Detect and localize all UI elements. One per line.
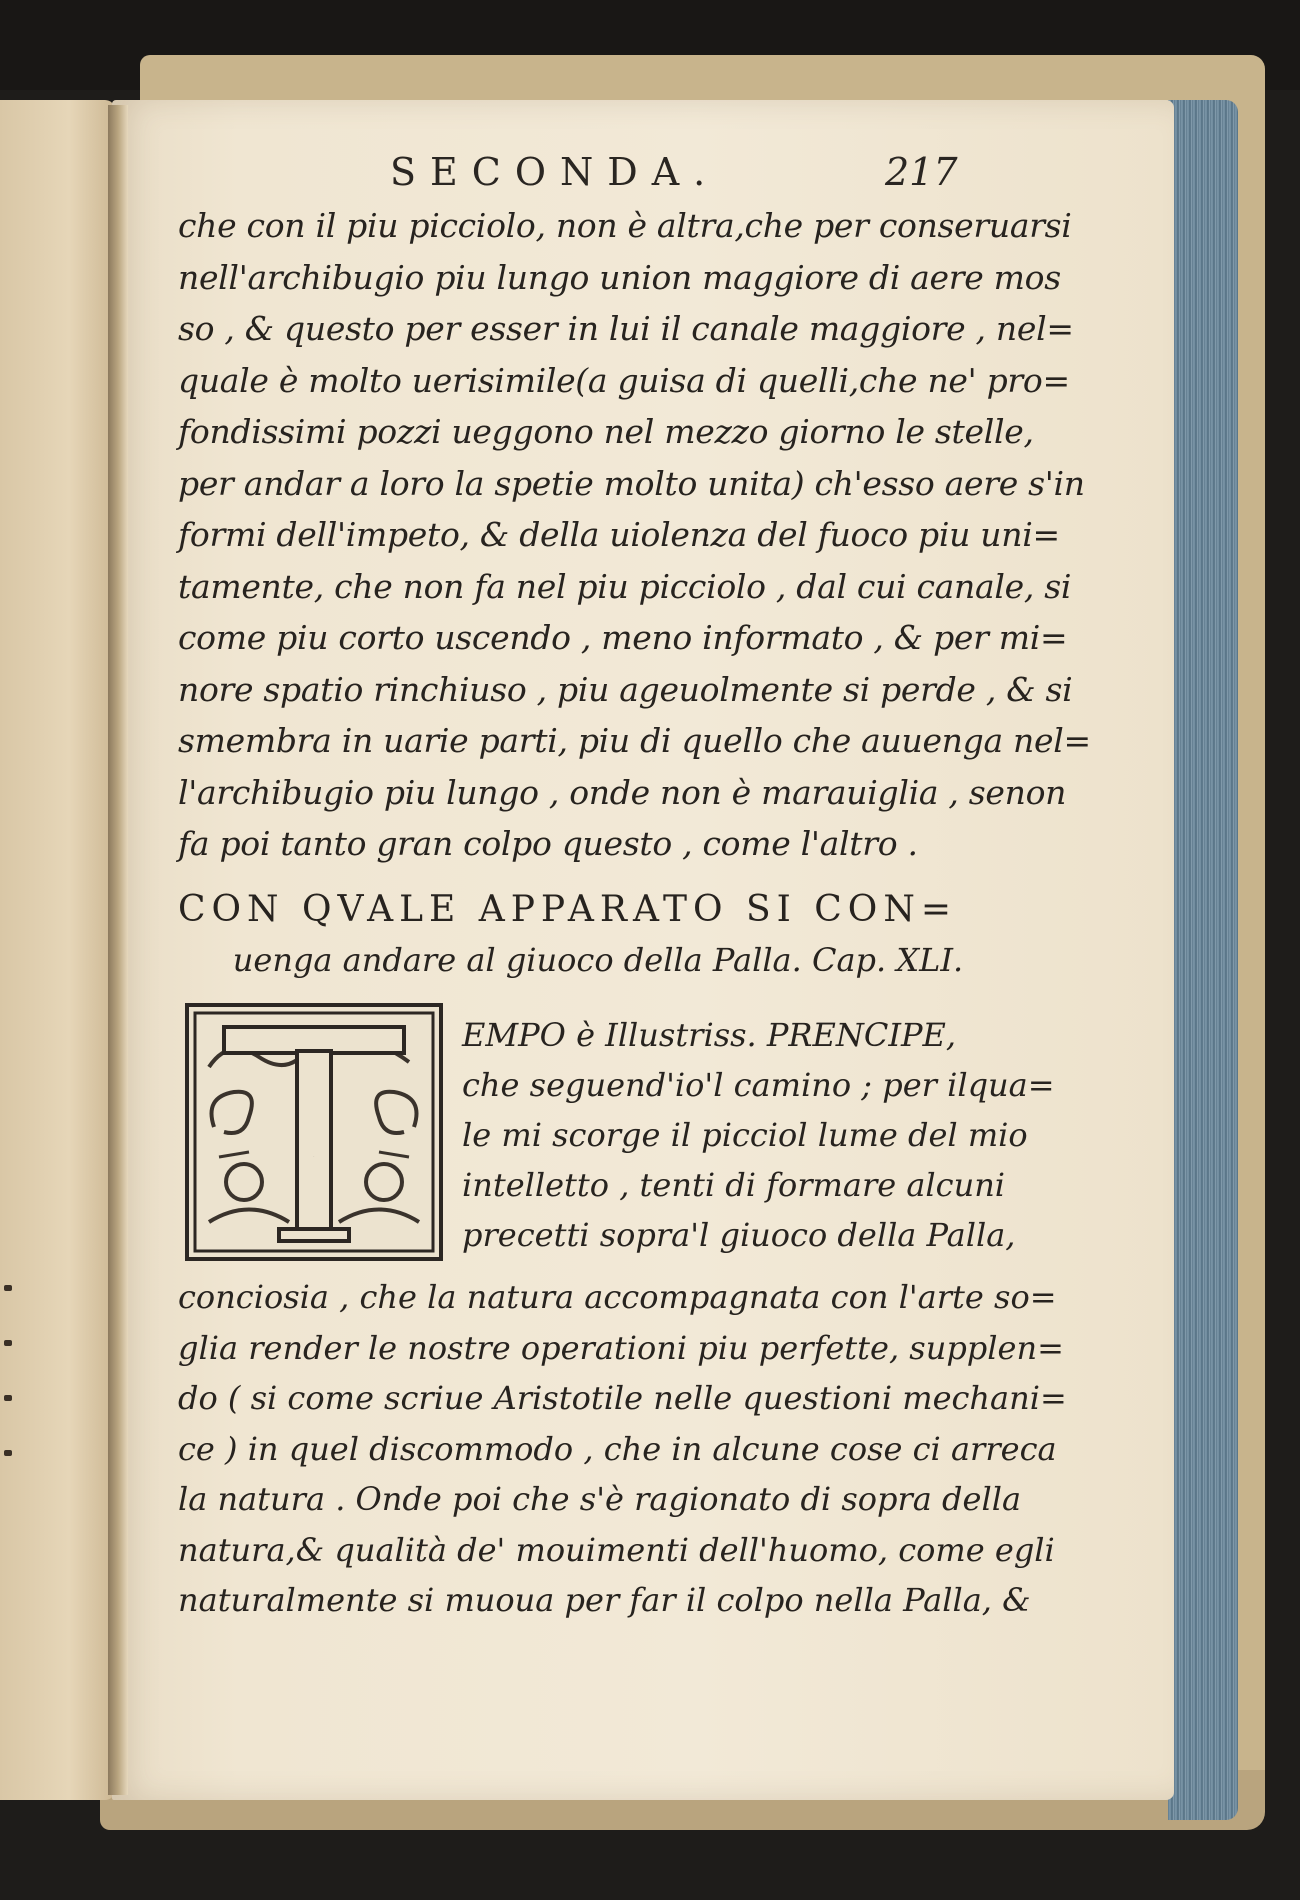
body-text bbox=[178, 200, 1091, 870]
text-line: intelletto , tenti di formare alcuni bbox=[462, 1166, 1006, 1204]
text-line: quale è molto uerisimile(a guisa di quelli,che ne' pro= bbox=[178, 360, 1070, 400]
chapter-heading-line: uenga andare al giuoco della Palla. Cap. XLI. bbox=[232, 941, 964, 979]
running-head bbox=[180, 150, 1010, 200]
text-line: conciosia , che la natura accompagnata con l'arte so= bbox=[178, 1278, 1057, 1316]
page-fore-edge bbox=[1168, 100, 1238, 1820]
left-page-mark bbox=[4, 1450, 12, 1456]
svg-text:T: T bbox=[313, 1157, 315, 1158]
text-line: so , & questo per esser in lui il canale maggiore , nel= bbox=[178, 309, 1074, 348]
text-line: le mi scorge il picciol lume del mio bbox=[462, 1116, 1028, 1154]
text-line: ce ) in quel discommodo , che in alcune cose ci arreca bbox=[178, 1429, 1057, 1468]
drop-cap-initial bbox=[185, 1003, 443, 1261]
chapter-body-text bbox=[178, 1272, 1067, 1626]
running-title: SECONDA. bbox=[390, 150, 720, 194]
text-line: do ( si come scriue Aristotile nelle questioni mechani= bbox=[178, 1379, 1067, 1417]
left-page-mark bbox=[4, 1285, 12, 1291]
text-line: per andar a loro la spetie molto unita) ch'esso aere s'in bbox=[178, 463, 1085, 503]
text-line: smembra in uarie parti, piu di quello che auuenga nel= bbox=[178, 721, 1091, 760]
text-line: glia render le nostre operationi piu perfette, supplen= bbox=[178, 1328, 1064, 1367]
text-line: che con il piu picciolo, non è altra,che per conseruarsi bbox=[178, 206, 1072, 245]
left-page-mark bbox=[4, 1395, 12, 1401]
text-line: che seguend'io'l camino ; per ilqua= bbox=[462, 1066, 1055, 1104]
chapter-opening-text bbox=[462, 1010, 1055, 1260]
chapter-heading-line: CON QVALE APPARATO SI CON= bbox=[178, 889, 957, 930]
text-line: la natura . Onde poi che s'è ragionato di sopra della bbox=[178, 1480, 1022, 1518]
text-line: natura,& qualità de' mouimenti dell'huomo, come egli bbox=[178, 1530, 1055, 1569]
text-line: formi dell'impeto, & della uiolenza del fuoco piu uni= bbox=[178, 515, 1060, 554]
text-line: naturalmente si muoua per far il colpo nella Palla, & bbox=[178, 1581, 1031, 1619]
text-line: come piu corto uscendo , meno informato , & per mi= bbox=[178, 618, 1068, 657]
left-page-mark bbox=[4, 1340, 12, 1346]
text-line: fa poi tanto gran colpo questo , come l'altro . bbox=[178, 824, 918, 863]
text-line: tamente, che non fa nel piu picciolo , dal cui canale, si bbox=[178, 566, 1072, 606]
text-line: precetti sopra'l giuoco della Palla, bbox=[462, 1216, 1016, 1254]
text-line: nore spatio rinchiuso , piu ageuolmente si perde , & si bbox=[178, 669, 1073, 709]
woodcut-initial-icon bbox=[189, 1007, 439, 1257]
text-line: EMPO è Illustriss. PRENCIPE, bbox=[462, 1016, 957, 1054]
text-line: l'archibugio piu lungo , onde non è marauiglia , senon bbox=[178, 772, 1067, 812]
chapter-heading bbox=[178, 885, 1018, 985]
book-gutter bbox=[108, 105, 128, 1795]
left-page-edge bbox=[0, 100, 115, 1800]
text-line: nell'archibugio piu lungo union maggiore di aere mos bbox=[178, 257, 1061, 297]
page-number: 217 bbox=[885, 150, 958, 194]
text-line: fondissimi pozzi ueggono nel mezzo giorno le stelle, bbox=[178, 412, 1034, 451]
